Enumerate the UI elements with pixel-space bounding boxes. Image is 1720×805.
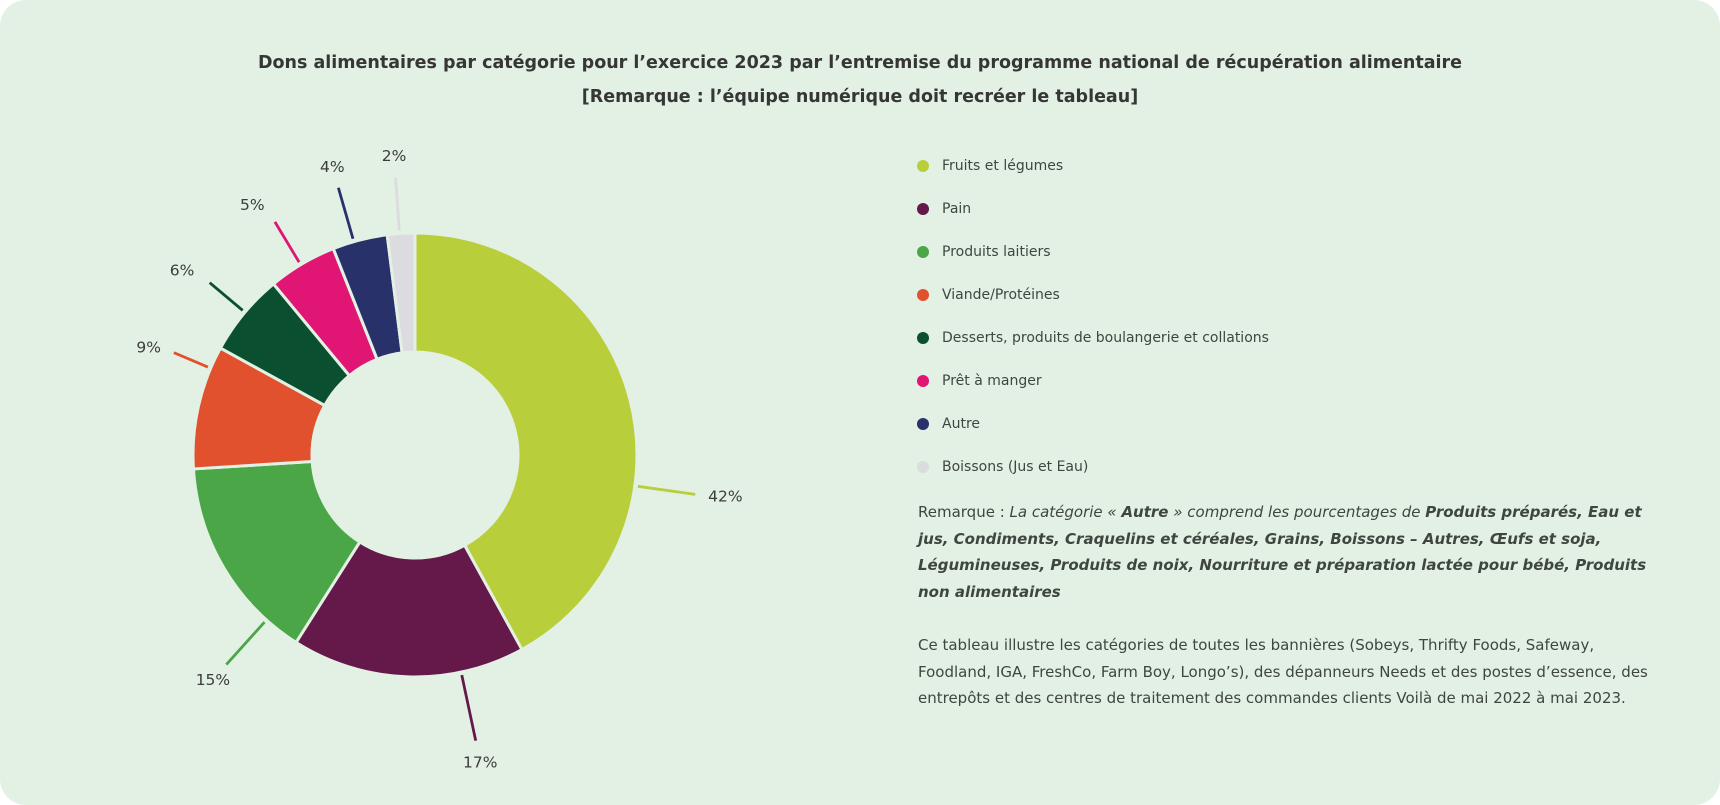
legend-item [917,359,1269,402]
label-leader-line [226,622,264,664]
legend-item [917,445,1269,488]
percent-label: 6% [169,261,195,280]
page-title-line1: Dons alimentaires par catégorie pour l’exercice 2023 par l’entremise du programme national de récupération alimentaire [257,53,1463,73]
note-prefix: Remarque : [918,503,1010,521]
percent-label: 9% [136,338,161,357]
legend-item [917,187,1269,230]
percent-label: 17% [463,753,498,772]
percent-label: 4% [320,158,345,177]
legend-color-dot [917,160,929,172]
legend-label: Produits laitiers [942,243,1051,260]
note-italic-2: » comprend les pourcentages de [1168,503,1426,521]
note-italic-1: La catégorie « [1009,503,1122,521]
legend-item [917,316,1269,359]
label-leader-line [275,222,299,262]
legend-color-dot [917,418,929,430]
legend-item [917,230,1269,273]
percent-label: 5% [240,196,265,215]
note-paragraph [918,499,1658,605]
legend-label: Fruits et légumes [942,157,1064,174]
label-leader-line [210,283,243,311]
legend-item [917,402,1269,445]
legend-color-dot [917,246,929,258]
label-leader-line [396,178,400,231]
legend-item [917,273,1269,316]
percent-label: 15% [195,670,231,689]
percent-label: 2% [381,147,407,166]
chart-legend [917,144,1269,488]
label-leader-line [174,353,208,367]
note-bold-term: Autre [1121,503,1169,521]
legend-color-dot [917,461,929,473]
legend-label: Autre [942,415,981,432]
legend-color-dot [917,289,929,301]
legend-label: Viande/Protéines [942,286,1060,303]
legend-color-dot [917,203,929,215]
legend-label: Pain [942,200,972,217]
percent-label: 42% [708,487,743,506]
legend-color-dot [917,332,929,344]
legend-color-dot [917,375,929,387]
legend-item [917,144,1269,187]
page-title-line2: [Remarque : l’équipe numérique doit recréer le tableau] [581,87,1139,107]
legend-label: Desserts, produits de boulangerie et collations [942,329,1269,346]
label-leader-line [638,486,695,494]
legend-label: Prêt à manger [942,372,1042,389]
description-paragraph: Ce tableau illustre les catégories de toutes les bannières (Sobeys, Thrifty Foods, Safeway, Foodland, IGA, FreshCo, Farm Boy, Longo’s), des dépanneurs Needs et des postes d’essence, des entrepôts et des centres de traitement des commandes clients Voilà de mai 2022 à mai 2023. [918,636,1648,707]
label-leader-line [338,188,353,239]
label-leader-line [462,675,476,741]
legend-label: Boissons (Jus et Eau) [942,458,1089,475]
note-bold-list: Produits préparés, Eau et jus, Condiments, Craquelins et céréales, Grains, Boissons – Autres, Œufs et soja, Légumineuses, Produits de noix, Nourriture et préparation lactée pour bébé, Produits non alimentaires [918,503,1647,601]
